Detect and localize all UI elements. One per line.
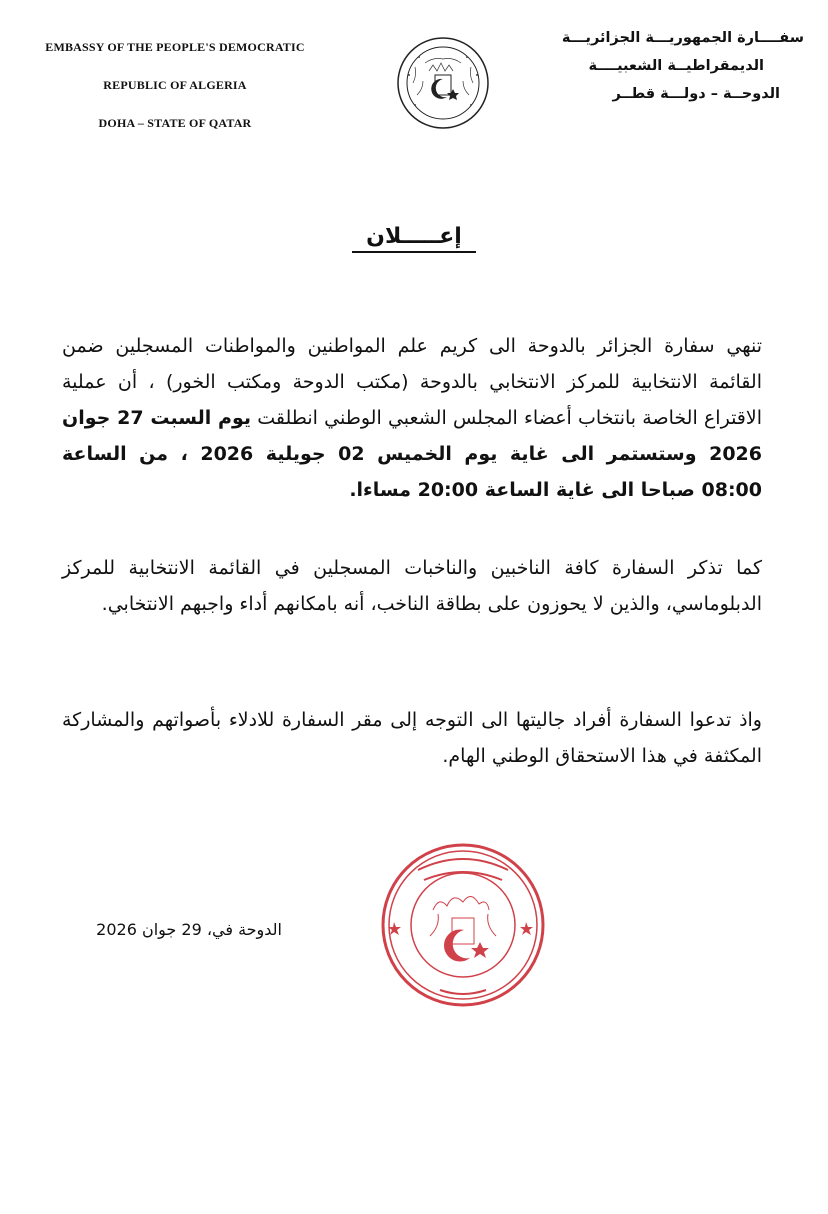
- letterhead-ar-line-2: الديمقراطيــة الشعبيــــة: [588, 58, 764, 74]
- announcement-title: إعـــــلان: [0, 224, 828, 249]
- paragraph-2: كما تذكر السفارة كافة الناخبين والناخبات المسجلين في القائمة الانتخابية للمركز الدبلوماسي، والذين لا يحوزون على بطاقة الناخب، أنه بامكانهم أداء واجبهم الانتخابي.: [62, 557, 762, 615]
- paragraph-1: [62, 328, 762, 508]
- letterhead-ar-line-1: سفــــارة الجمهوريـــة الجزائريـــة: [561, 30, 804, 46]
- english-letterhead: [20, 40, 330, 154]
- letterhead-ar-line-3: الدوحــة – دولـــة قطــر: [612, 86, 780, 102]
- embassy-red-stamp-icon: [378, 840, 548, 1010]
- arabic-letterhead: [504, 30, 804, 114]
- paragraph-1-text: تنهي سفارة الجزائر بالدوحة الى كريم علم المواطنين والمواطنات المسجلين ضمن القائمة الانتخابية للمركز الانتخابي بالدوحة (مكتب الدوحة ومكتب الخور) ، أن عملية الاقتراع الخاصة بانتخاب أعضاء المجلس الشعبي الوطني انطلقت: [62, 335, 762, 429]
- algeria-state-emblem-icon: [395, 35, 491, 131]
- issue-date: الدوحة في، 29 جوان 2026: [96, 920, 282, 939]
- paragraph-3: واذ تدعوا السفارة أفراد جاليتها الى التوجه إلى مقر السفارة للادلاء بأصواتهم والمشاركة المكثفة في هذا الاستحقاق الوطني الهام.: [62, 709, 762, 767]
- letterhead-en-line-2: REPUBLIC OF ALGERIA: [103, 78, 247, 92]
- letterhead-en-line-1: EMBASSY OF THE PEOPLE'S DEMOCRATIC: [45, 40, 305, 54]
- paragraph-1-bold-dates: يوم السبت 27 جوان 2026 وستستمر الى غاية يوم الخميس 02 جويلية 2026 ، من الساعة 08:00 صباحا الى غاية الساعة 20:00 مساءا.: [62, 407, 762, 501]
- letterhead-en-line-3: DOHA – STATE OF QATAR: [98, 116, 252, 130]
